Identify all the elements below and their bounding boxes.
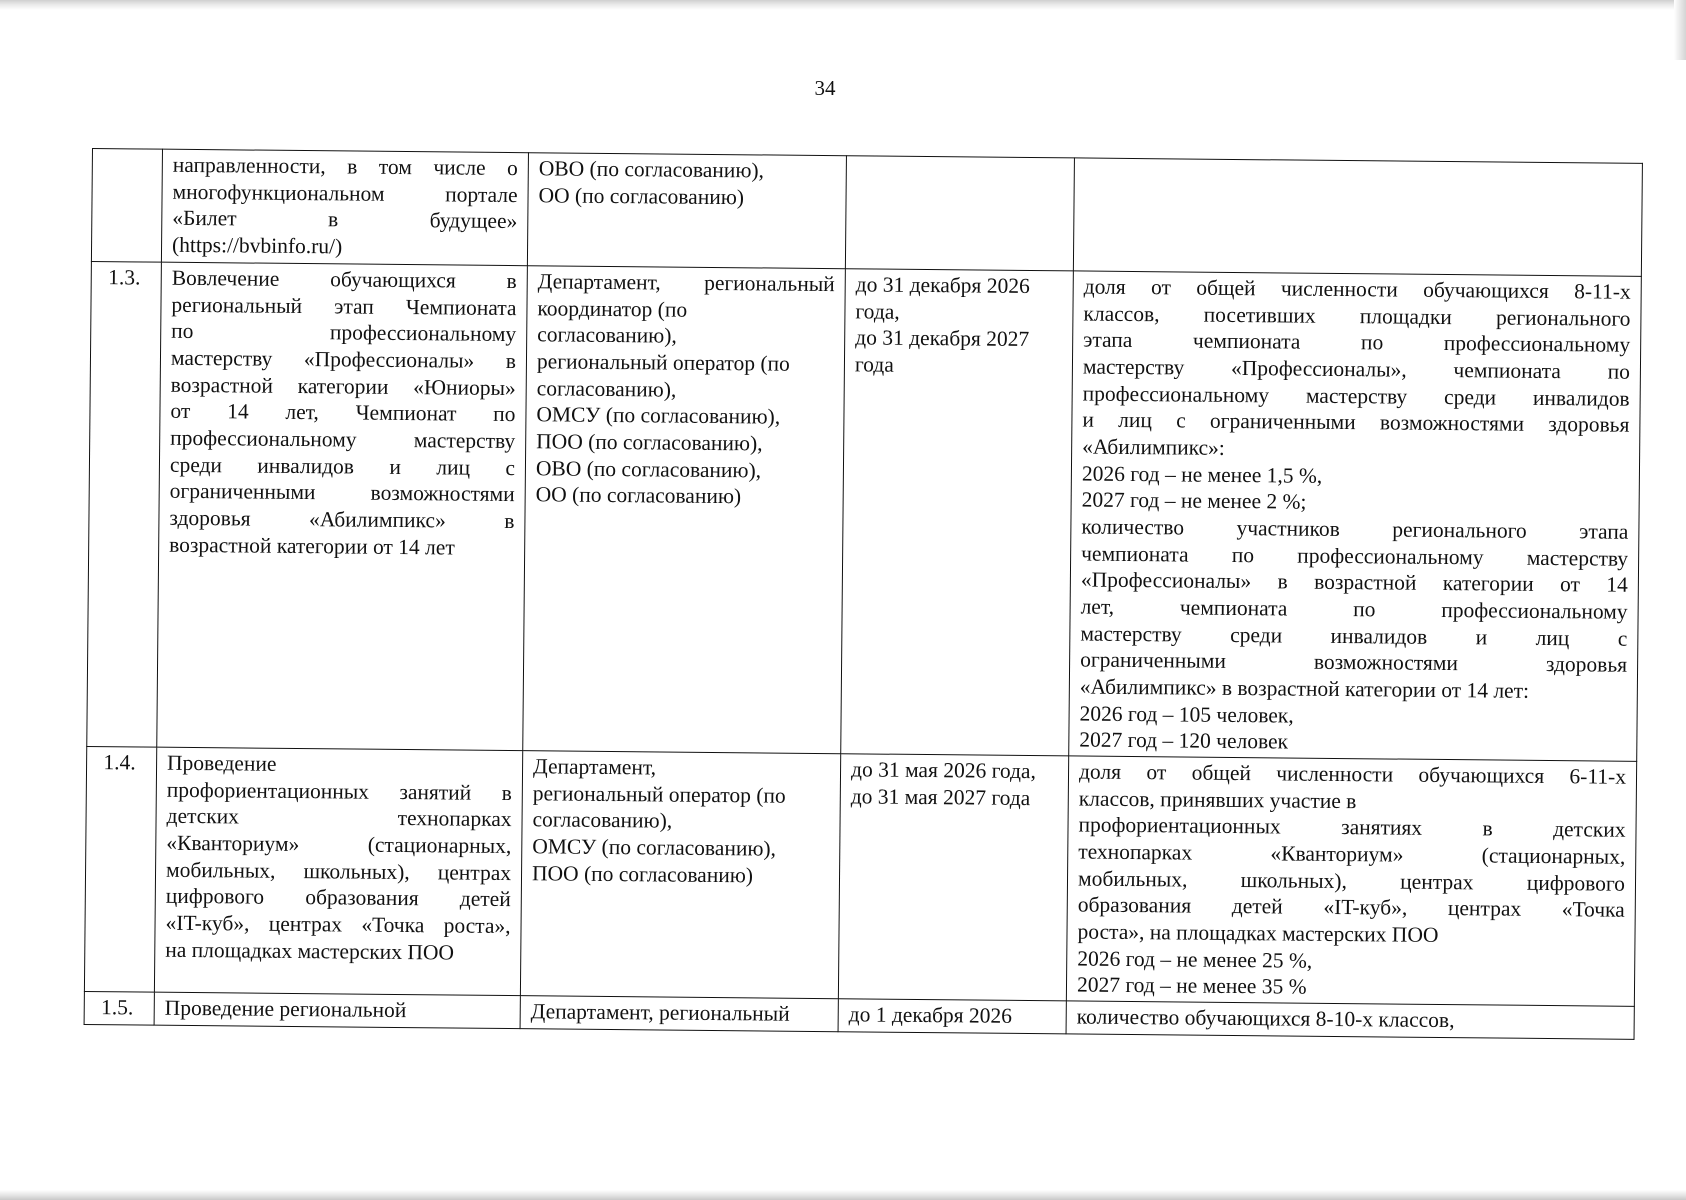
cell-text-line: направленности, в том числе о xyxy=(172,152,518,181)
cell-text-line: мобильных, школьных), центрах xyxy=(165,857,512,885)
cell-text-line: профессиональному мастерству xyxy=(170,425,516,454)
executors-cell xyxy=(520,996,838,1032)
cell-text-line: здоровья «Абилимпикс» в xyxy=(169,505,515,533)
cell-text-line: согласованию), xyxy=(536,375,677,402)
cell-text-line: ОО (по согласованию) xyxy=(538,182,745,209)
cell-text-line: «Билет в будущее» xyxy=(172,206,518,234)
cell-text-line: до 31 декабря 2027 xyxy=(855,325,1030,352)
cell-text-line: согласованию), xyxy=(537,322,677,348)
cell-text-line: технопарках «Кванториум» (стационарных, xyxy=(1078,839,1626,869)
cell-text-line: возрастной категории от 14 лет xyxy=(169,532,455,560)
scan-edge-bottom xyxy=(0,1190,1686,1200)
cell-text-line: чемпионата по профессиональному мастерству xyxy=(1081,541,1629,571)
indicator-cell xyxy=(1073,158,1642,276)
measure-cell xyxy=(161,149,528,266)
cell-text-line: Вовлечение обучающихся в xyxy=(171,265,517,294)
cell-text-line: ПОО (по согласованию) xyxy=(531,860,754,888)
cell-text-line: многофункциональном портале xyxy=(172,179,518,207)
cell-text-line: 2027 год – не менее 35 % xyxy=(1076,972,1307,999)
cell-text-line: мобильных, школьных), центрах цифрового xyxy=(1077,866,1626,896)
cell-text-line: региональный оператор (по xyxy=(532,780,786,808)
cell-text-line: ОО (по согласованию) xyxy=(535,482,742,509)
cell-text-line: профориентационных занятий в xyxy=(166,777,512,805)
cell-text-line: этапа чемпионата по профессиональному xyxy=(1083,327,1631,358)
cell-text-line: (https://bvbinfo.ru/) xyxy=(171,232,343,259)
row-number-cell: 1.3. xyxy=(87,261,162,747)
cell-text-line: Департамент, региональный xyxy=(530,999,790,1026)
cell-text-line: координатор (по xyxy=(537,295,688,322)
cell-text-line: цифрового образования детей xyxy=(165,884,511,912)
cell-text-line: 2026 год – 105 человек, xyxy=(1079,701,1294,728)
table-row xyxy=(91,149,1642,277)
cell-text-line: ограниченными возможностями здоровья xyxy=(1080,647,1628,677)
cell-text-line: классов, принявших участие в xyxy=(1078,786,1357,813)
cell-text-line: лет, чемпионата по профессиональному xyxy=(1080,594,1628,624)
cell-text-line: «IT-куб», центрах «Точка роста», xyxy=(165,910,511,938)
table-row xyxy=(87,261,1642,761)
cell-text-line: количество участников регионального этапа xyxy=(1081,514,1629,544)
cell-text-line: доля от общей численности обучающихся 6-11-х xyxy=(1078,759,1627,789)
cell-text-line: ограниченными возможностями xyxy=(169,479,515,507)
cell-text-line: региональный этап Чемпионата xyxy=(171,292,517,320)
cell-text-line: по профессиональному xyxy=(171,319,517,347)
cell-text-line: количество обучающихся 8-10-х классов, xyxy=(1076,1004,1455,1033)
cell-text-line: «Профессионалы» в возрастной категории от 14 xyxy=(1080,567,1628,597)
cell-text-line: до 1 декабря 2026 xyxy=(848,1002,1013,1028)
cell-text-line: и лиц с ограниченными возможностями здоровья xyxy=(1082,407,1630,438)
row-number-cell: 1.5. xyxy=(84,991,154,1025)
cell-text-line: Департамент, региональный xyxy=(537,269,835,297)
deadline-cell xyxy=(845,156,1074,271)
cell-text-line: Департамент, xyxy=(532,754,657,780)
scan-edge-top xyxy=(0,0,1686,10)
cell-text-line: детских технопарках xyxy=(166,804,512,832)
executors-cell xyxy=(527,153,846,269)
cell-text-line: роста», на площадках мастерских ПОО xyxy=(1077,919,1439,947)
cell-text-line: согласованию), xyxy=(532,807,673,833)
cell-text-line: «Абилимпикс» в возрастной категории от 14 лет: xyxy=(1079,674,1530,703)
row-number-cell xyxy=(91,149,162,263)
page-number: 34 xyxy=(814,76,836,100)
deadline-cell xyxy=(838,754,1068,1001)
cell-text-line: 2027 год – не менее 2 %; xyxy=(1081,487,1307,514)
cell-text-line: профориентационных занятиях в детских xyxy=(1078,812,1626,843)
cell-text-line: до 31 мая 2027 года xyxy=(850,783,1031,810)
table-row xyxy=(84,746,1636,1006)
cell-text-line: 2027 год – 120 человек xyxy=(1079,727,1289,754)
cell-text-line: года, xyxy=(855,298,900,324)
cell-text-line: мастерству среди инвалидов и лиц с xyxy=(1080,621,1628,651)
indicator-cell xyxy=(1066,756,1636,1006)
indicator-cell xyxy=(1066,1001,1634,1039)
cell-text-line: 2026 год – не менее 1,5 %, xyxy=(1081,461,1323,488)
deadline-cell xyxy=(841,269,1074,756)
cell-text-line: профессиональному мастерству среди инвалидов xyxy=(1082,381,1630,411)
indicator-cell xyxy=(1069,271,1642,761)
cell-text-line: мастерству «Профессионалы», чемпионата по xyxy=(1082,354,1631,384)
cell-text-line: возрастной категории «Юниоры» xyxy=(170,372,516,400)
measures-table xyxy=(84,148,1643,1040)
cell-text-line: региональный оператор (по xyxy=(536,349,790,376)
cell-text-line: до 31 декабря 2026 xyxy=(855,272,1030,299)
cell-text-line: от 14 лет, Чемпионат по xyxy=(170,399,516,427)
cell-text-line: среди инвалидов и лиц с xyxy=(169,452,516,480)
measure-cell xyxy=(157,262,528,750)
cell-text-line: ОВО (по согласованию), xyxy=(538,156,765,183)
cell-text-line: образования детей «IT-куб», центрах «Точка xyxy=(1077,892,1625,923)
cell-text-line: Проведение региональной xyxy=(164,995,407,1023)
measure-cell xyxy=(154,992,520,1029)
cell-text-line: классов, посетивших площадки регионального xyxy=(1083,301,1631,331)
scan-edge-right xyxy=(1674,0,1686,60)
cell-text-line: года xyxy=(854,352,894,377)
cell-text-line: ОВО (по согласованию), xyxy=(535,455,762,483)
row-number-cell: 1.4. xyxy=(84,746,156,992)
cell-text-line: ОМСУ (по согласованию), xyxy=(532,834,777,861)
cell-text-line: «Кванториум» (стационарных, xyxy=(166,830,512,859)
executors-cell xyxy=(523,266,846,754)
cell-text-line: Проведение xyxy=(166,750,277,776)
cell-text-line: до 31 мая 2026 года, xyxy=(850,757,1037,784)
cell-text-line: «Абилимпикс»: xyxy=(1082,434,1225,460)
measure-cell xyxy=(154,747,522,996)
cell-text-line: доля от общей численности обучающихся 8-11-х xyxy=(1083,274,1631,304)
cell-text-line: ПОО (по согласованию), xyxy=(536,429,763,456)
executors-cell xyxy=(520,751,840,999)
cell-text-line: мастерству «Профессионалы» в xyxy=(170,345,517,374)
cell-text-line: 2026 год – не менее 25 %, xyxy=(1077,946,1313,973)
cell-text-line: на площадках мастерских ПОО xyxy=(165,937,455,965)
cell-text-line: ОМСУ (по согласованию), xyxy=(536,402,781,429)
deadline-cell xyxy=(838,999,1066,1034)
